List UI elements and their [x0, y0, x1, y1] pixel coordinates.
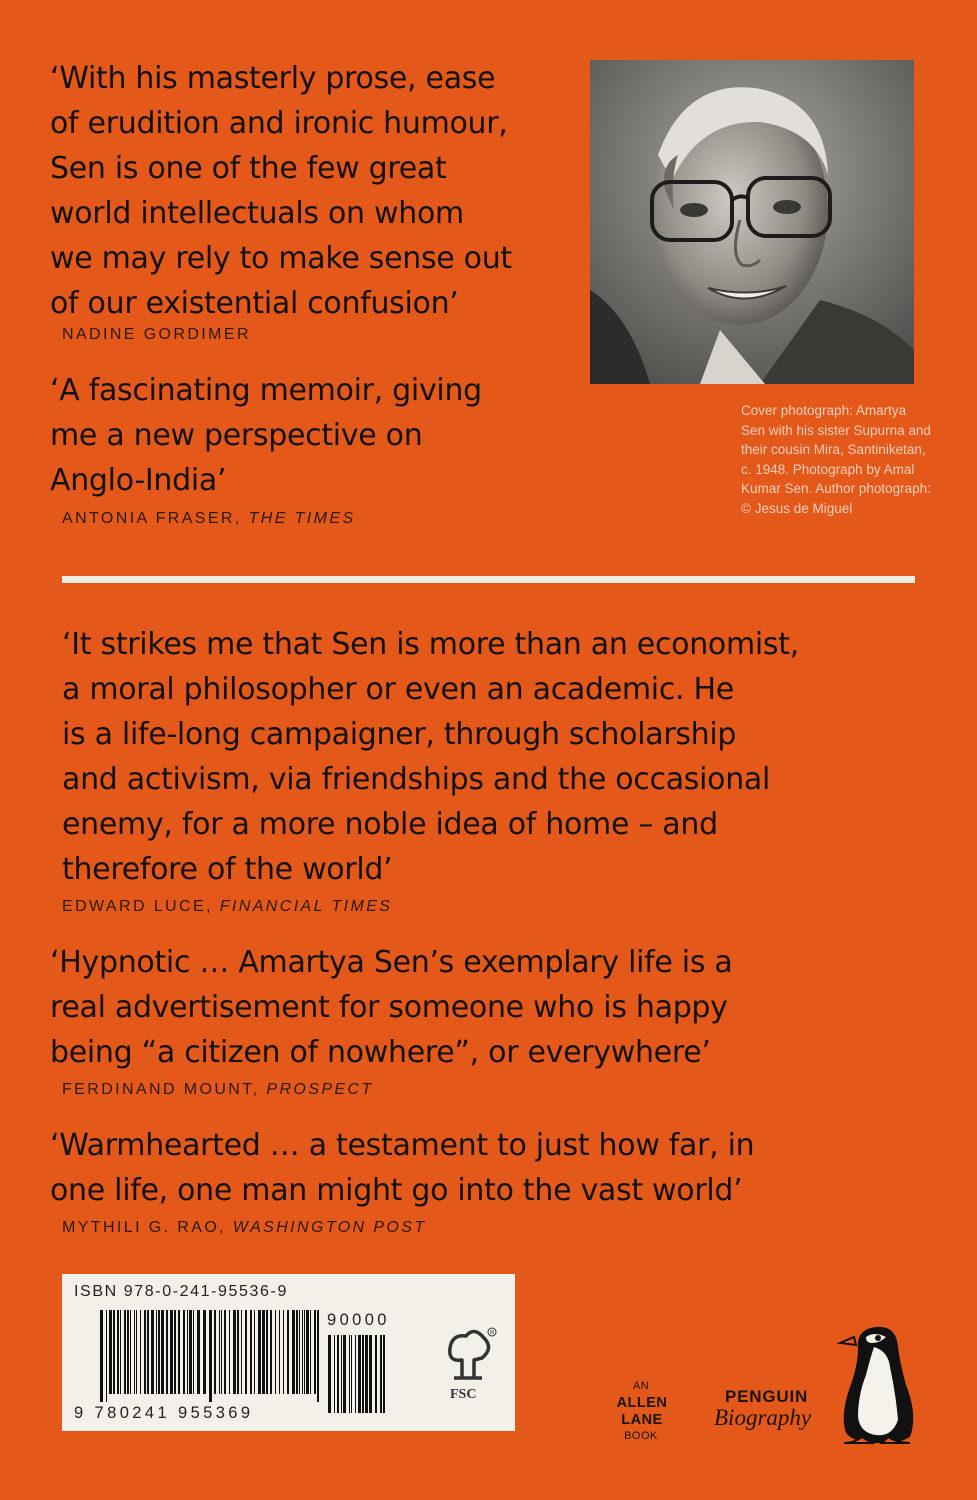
barcode-bar — [337, 1335, 339, 1413]
barcode-bar — [365, 1335, 368, 1413]
barcode-bar — [130, 1310, 131, 1394]
barcode-bar — [349, 1335, 350, 1413]
barcode-bar — [197, 1310, 200, 1394]
imprint-book: BOOK — [624, 1430, 658, 1442]
attribution-publication: THE TIMES — [248, 510, 356, 527]
barcode-bar — [170, 1310, 173, 1394]
barcode-bar — [299, 1310, 300, 1394]
barcode-bar — [124, 1310, 126, 1394]
barcode-bar — [241, 1310, 242, 1394]
barcode-bar — [275, 1310, 276, 1394]
barcode-bar — [233, 1310, 236, 1394]
barcode-bar — [279, 1310, 280, 1394]
barcode-bar — [106, 1310, 107, 1402]
attribution-gordimer — [62, 326, 251, 344]
barcode-bar — [314, 1310, 316, 1394]
barcode-bar — [343, 1335, 346, 1413]
isbn-label: ISBN 978-0-241-95536-9 — [74, 1283, 288, 1300]
barcode-bar — [214, 1310, 216, 1394]
barcode-bar — [250, 1310, 252, 1394]
barcode-bar — [245, 1310, 247, 1394]
barcode-bar — [151, 1310, 154, 1394]
attribution-publication: WASHINGTON POST — [232, 1219, 427, 1236]
barcode-bar — [109, 1310, 112, 1394]
barcode-bar — [219, 1310, 220, 1394]
barcode-bar — [178, 1310, 180, 1394]
barcode-bar — [166, 1310, 168, 1394]
attribution-fraser — [62, 510, 356, 528]
price-code: 90000 — [327, 1311, 390, 1329]
attribution-mount — [62, 1081, 374, 1099]
barcode-bar — [100, 1310, 103, 1402]
barcode-bar — [187, 1310, 188, 1394]
attribution-publication: PROSPECT — [266, 1081, 374, 1098]
barcode-bar — [120, 1310, 121, 1394]
barcode-bar — [334, 1335, 335, 1413]
imprint-an: AN — [632, 1380, 650, 1392]
attribution-rao — [62, 1219, 427, 1237]
imprint-penguin: PENGUIN — [725, 1387, 809, 1406]
fsc-label: FSC — [450, 1387, 477, 1402]
barcode-bar — [237, 1310, 239, 1394]
attribution-publication: FINANCIAL TIMES — [219, 898, 393, 915]
attribution-author: ANTONIA FRASER, — [62, 510, 242, 527]
barcode-bar — [304, 1310, 305, 1394]
barcode-bar — [203, 1310, 206, 1394]
barcode-bar — [380, 1335, 382, 1413]
svg-text:R: R — [490, 1330, 495, 1337]
barcode-bar — [161, 1310, 164, 1394]
barcode-bar — [383, 1335, 385, 1413]
barcode-bar — [254, 1310, 255, 1394]
attribution-author: FERDINAND MOUNT, — [62, 1081, 260, 1098]
barcode-bar — [117, 1310, 119, 1394]
barcode-bar — [302, 1310, 303, 1394]
barcode-bar — [189, 1310, 192, 1394]
barcode-bar — [362, 1335, 364, 1413]
quote-rao: ‘Warmhearted … a testament to just how far, in one life, one man might go into the vast world’ — [50, 1128, 755, 1208]
price-addon-barcode — [328, 1335, 386, 1413]
barcode-bar — [270, 1310, 272, 1394]
author-photograph — [590, 60, 914, 384]
barcode-bar — [306, 1310, 309, 1394]
barcode-bar — [369, 1335, 372, 1413]
barcode-digits: 9 780241 955369 — [74, 1404, 254, 1422]
barcode-bar — [136, 1310, 137, 1394]
barcode-bar — [296, 1310, 298, 1394]
barcode-bar — [266, 1310, 268, 1394]
attribution-author: NADINE GORDIMER — [62, 326, 251, 343]
attribution-author: MYTHILI G. RAO, — [62, 1219, 227, 1236]
barcode-bar — [262, 1310, 265, 1394]
imprint-allen-lane: ALLEN LANE — [616, 1395, 668, 1428]
quote-luce: ‘It strikes me that Sen is more than an economist, a moral philosopher or even an academic. He is a life-long campaigner, through scholarship and activism, via friendships and the occasional enemy, for a more noble idea of home – and therefore of the world’ — [62, 627, 799, 887]
quote-gordimer: ‘With his masterly prose, ease of erudition and ironic humour, Sen is one of the few great world intellectuals on whom we may rely to make sense out of our existential confusion’ — [50, 61, 512, 321]
barcode-bar — [221, 1310, 222, 1394]
barcode-bar — [127, 1310, 129, 1394]
barcode-bar — [310, 1310, 311, 1394]
penguin-logo-icon — [836, 1325, 922, 1445]
barcode-bar — [229, 1310, 230, 1394]
barcode-bar — [147, 1310, 149, 1394]
barcode-bar — [158, 1310, 160, 1394]
barcode-bar — [134, 1310, 135, 1394]
barcode-bar — [355, 1335, 356, 1413]
barcode-bar — [292, 1310, 295, 1394]
barcode-bar — [258, 1310, 261, 1394]
barcode-bar — [317, 1310, 319, 1402]
barcode-bar — [174, 1310, 176, 1394]
photo-caption: Cover photograph: Amartya Sen with his sister Supurna and their cousin Mira, Santiniketan, c. 1948. Photograph by Amal Kumar Sen. Author photograph: © Jesus de Miguel — [741, 403, 931, 516]
imprint-biography: Biography — [714, 1405, 812, 1430]
quote-mount: ‘Hypnotic … Amartya Sen’s exemplary life is a real advertisement for someone who is happy being “a citizen of nowhere”, or everywhere’ — [50, 945, 733, 1070]
barcode-bar — [375, 1335, 377, 1413]
attribution-luce — [62, 898, 392, 916]
barcode-bar — [113, 1310, 115, 1394]
barcode-panel — [62, 1274, 515, 1431]
barcode-bar — [351, 1335, 352, 1413]
barcode-bar — [193, 1310, 194, 1394]
barcode-bar — [328, 1335, 331, 1413]
divider — [62, 576, 915, 583]
isbn-barcode — [100, 1310, 322, 1402]
barcode-bar — [209, 1310, 212, 1402]
barcode-bar — [144, 1310, 146, 1394]
barcode-bar — [224, 1310, 226, 1394]
barcode-bar — [140, 1310, 141, 1394]
barcode-bar — [183, 1310, 185, 1394]
quote-fraser: ‘A fascinating memoir, giving me a new perspective on Anglo-India’ — [50, 373, 482, 498]
barcode-bar — [341, 1335, 342, 1413]
barcode-bar — [156, 1310, 157, 1394]
barcode-bar — [287, 1310, 289, 1394]
fsc-tree-icon — [440, 1326, 500, 1406]
barcode-bar — [358, 1335, 361, 1413]
attribution-author: EDWARD LUCE, — [62, 898, 213, 915]
barcode-bar — [283, 1310, 284, 1394]
